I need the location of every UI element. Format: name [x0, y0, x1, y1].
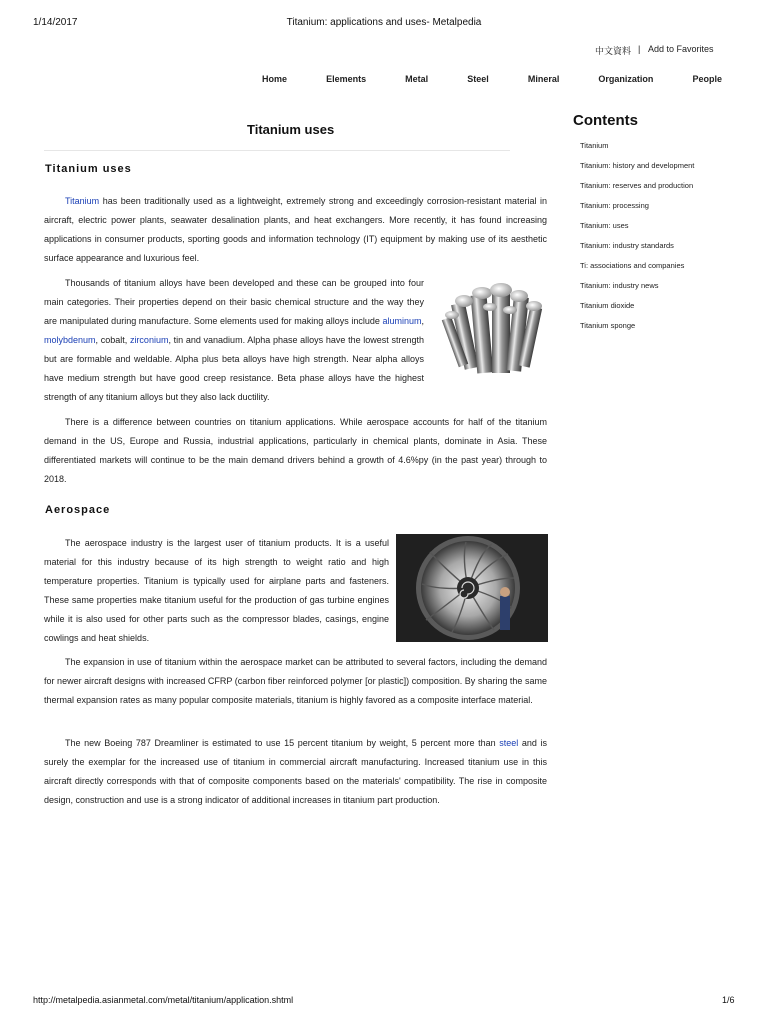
- paragraph-2-wrap: [44, 274, 424, 407]
- steel-link[interactable]: steel: [499, 738, 519, 748]
- toc-item-processing[interactable]: Titanium: processing: [580, 201, 649, 210]
- nav-elements[interactable]: Elements: [326, 74, 367, 84]
- title-divider: [44, 150, 510, 151]
- aluminum-link[interactable]: aluminum: [382, 316, 422, 326]
- chinese-link[interactable]: 中文資料: [595, 46, 632, 56]
- footer-page-number: 1/6: [722, 995, 735, 1005]
- p1-text: has been traditionally used as a lightweight, extremely strong and exceedingly corrosion-resistant material in aircraft, electric power plants, seawater desalination plants, and heat exchangers. More recently, it has found increasing applications in consumer products, sporting goods and information technology (IT) equipment by making use of its aesthetic surface appearance and luxurious feel.: [44, 196, 547, 263]
- add-favorites-link[interactable]: Add to Favorites: [648, 44, 714, 54]
- toc-item-uses[interactable]: Titanium: uses: [580, 221, 629, 230]
- section-heading-uses: Titanium uses: [45, 163, 132, 175]
- zirconium-link[interactable]: zirconium: [129, 335, 169, 345]
- contents-list: [580, 140, 750, 340]
- paragraph-3: [44, 413, 547, 489]
- p4-text: The aerospace industry is the largest user of titanium products. It is a useful material for this industry because of its high strength to weight ratio and high temperature properties. Titanium is typically used for airplane parts and fasteners. These same properties make titanium useful for the production of gas turbine engines while it is also used for other parts such as the compressor blades, casings, engine cowlings and heat shields.: [44, 538, 389, 643]
- nav-people[interactable]: People: [692, 74, 722, 84]
- paragraph-6: [44, 734, 547, 810]
- print-date: 1/14/2017: [33, 17, 78, 28]
- p6-text-b: and is surely the exemplar for the increased use of titanium in commercial aircraft manufacturing. Increased titanium use in this aircraft directly corresponds with that of composite components based on the materials' compatibility. The rise in composite design, construction and use is a strong indicator of additional increases in titanium part production.: [44, 738, 547, 805]
- toc-item-titanium[interactable]: Titanium: [580, 141, 609, 150]
- utility-separator: |: [638, 44, 641, 54]
- nav-organization[interactable]: Organization: [598, 74, 654, 84]
- section-heading-aerospace: Aerospace: [45, 504, 111, 516]
- toc-item-reserves[interactable]: Titanium: reserves and production: [580, 181, 694, 190]
- footer-url: http://metalpedia.asianmetal.com/metal/titanium/application.shtml: [33, 995, 294, 1005]
- p2-text-b: , cobalt,: [95, 335, 130, 345]
- molybdenum-link[interactable]: molybdenum: [44, 335, 96, 345]
- titanium-link[interactable]: Titanium: [65, 196, 100, 206]
- nav-home[interactable]: Home: [262, 74, 288, 84]
- toc-item-associations[interactable]: Ti: associations and companies: [580, 261, 685, 270]
- paragraph-5: [44, 653, 547, 710]
- nav-steel[interactable]: Steel: [467, 74, 489, 84]
- toc-item-history[interactable]: Titanium: history and development: [580, 161, 695, 170]
- toc-item-sponge[interactable]: Titanium sponge: [580, 321, 636, 330]
- p2-text-a: Thousands of titanium alloys have been developed and these can be grouped into four main categories. Their properties depend on their basic chemical structure and the way they are manipulated during manufacture. Some elements used for making alloys include: [44, 278, 424, 326]
- p3-text: There is a difference between countries on titanium applications. While aerospace accounts for half of the titanium demand in the US, Europe and Russia, industrial applications, particularly in chemical plants, dominate in Asia. These differentiated markets will continue to be the main demand drivers behind a growth of 4.6%py (in the past year) through to 2018.: [44, 417, 547, 484]
- p6-text-a: The new Boeing 787 Dreamliner is estimated to use 15 percent titanium by weight, 5 percent more than: [65, 738, 500, 748]
- p2-separator: ,: [421, 316, 424, 326]
- nav-mineral[interactable]: Mineral: [527, 74, 560, 84]
- toc-item-news[interactable]: Titanium: industry news: [580, 281, 659, 290]
- print-title: Titanium: applications and uses- Metalpedia: [286, 17, 482, 28]
- paragraph-4-wrap: [44, 534, 389, 648]
- titanium-rods-image: [440, 277, 548, 375]
- main-nav: [262, 74, 722, 84]
- paragraph-1: [44, 192, 547, 268]
- nav-metal[interactable]: Metal: [405, 74, 429, 84]
- p5-text: The expansion in use of titanium within the aerospace market can be attributed to several factors, including the demand for newer aircraft designs with increased CFRP (carbon fiber reinforced polymer [or plastic]) composition. By sharing the same thermal expansion rates as many popular composite materials, titanium is highly favored as a composite interface material.: [44, 657, 547, 705]
- toc-item-standards[interactable]: Titanium: industry standards: [580, 241, 674, 250]
- page-title: Titanium uses: [247, 122, 335, 137]
- toc-item-dioxide[interactable]: Titanium dioxide: [580, 301, 635, 310]
- p2-text-c: , tin and vanadium. Alpha phase alloys have the lowest strength but are formable and weldable. Alpha plus beta alloys have high strength. Near alpha alloys have medium strength but have good creep resistance. Beta phase alloys have the highest strength of any titanium alloys but they also lack ductility.: [44, 335, 424, 402]
- turbine-engine-image: [396, 534, 548, 642]
- contents-title: Contents: [573, 112, 638, 129]
